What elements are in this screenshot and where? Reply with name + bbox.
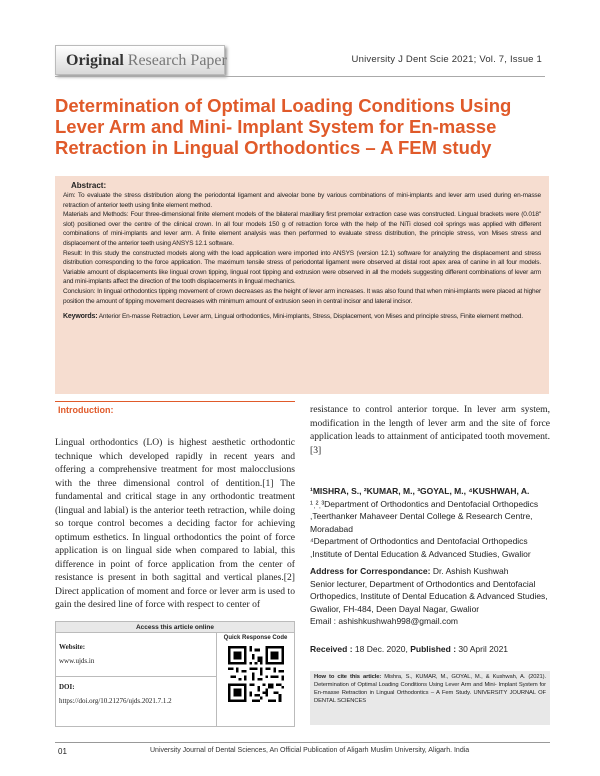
- author-affiliation-1: ¹ˌ²ˌ³Department of Orthodontics and Dentofacial Orthopedics ,Teerthanker Mahaveer Dental College & Research Centre, Moradabad: [310, 498, 539, 534]
- keywords-text: Anterior En-masse Retraction, Lever arm, Lingual orthodontics, Mini-implants, Stress, Displacement, von Mises and principle stress, Finite element method.: [98, 313, 523, 321]
- keywords-label: Keywords:: [63, 313, 98, 321]
- paper-title: Determination of Optimal Loading Conditions Using Lever Arm and Mini- Implant System for En-masse Retraction in Lingual Orthodontics – A FEM study: [55, 95, 512, 158]
- abstract-box: [55, 176, 549, 394]
- received-label: Received :: [310, 644, 353, 654]
- introduction-left-column: [55, 436, 295, 612]
- introduction-right-column: [310, 403, 550, 457]
- abstract-methods: Materials and Methods: Four three-dimensional finite element models of the bilateral maxillary first premolar extraction case was constructed. Lingual brackets were (0.018" slot) positioned over the centre of the clinical crown. In all four models 150 g of retraction force with the help of the NiTi closed coil springs was applied with different combinations of mini-implants and lever arm. A finite element analysis was then performed to evaluate stress distribution, the principle stress, von Mises stress and displacement of the anterior teeth using ANSYS 12.1 software.: [63, 211, 541, 247]
- abstract-result: Result: In this study the constructed models along with the load application were imported into ANSYS (version 12.1) software for analyzing the displacement and stress distribution corresponding to the force application. The maximum tensile stress of periodontal ligament were observed at distal root apex area of canine in all four models. Variable amount of displacements like lingual crown tipping, lingual root tipping and extrusion were observed in all the models suggesting different combinations of lever arm and mini-implants affect the direction of the tooth displacements in lingual mechanics.: [63, 249, 541, 286]
- citation-box: [310, 671, 550, 725]
- author-affiliation-2: ⁴Department of Orthodontics and Dentofacial Orthopedics ,Institute of Dental Education & Advanced Studies, Gwalior: [310, 536, 531, 559]
- citation-text: Mishra, S., KUMAR, M., GOYAL, M., & Kushwah, A. (2021). Determination of Optimal Loading Conditions Using Lever Arm and Mini- Implant System for En-masse Retraction in Lingual Orthodontics – A Fem Study. UNIVERSITY JOURNAL OF DENTAL SCIENCES: [314, 674, 546, 704]
- access-info: [56, 633, 217, 726]
- introduction-heading: Introduction:: [58, 405, 114, 415]
- abstract-aim: Aim: To evaluate the stress distribution along the periodontal ligament and alveolar bone by various combinations of mini-implants and lever arm used during en-masse retraction of anterior teeth using finite element method.: [63, 192, 541, 209]
- abstract-heading: Abstract:: [71, 181, 107, 190]
- qr-code-icon[interactable]: [228, 646, 284, 702]
- author-names: ¹MISHRA, S., ²KUMAR, M., ³GOYAL, M., ⁴KUSHWAH, A.: [310, 486, 530, 496]
- abstract-conclusion: Conclusion: In lingual orthodontics tipping movement of crown decreases as the height of lever arm increases. It was also found that when mini-implants were placed at higher position the amount of tipping movement decreases with minimum amount of extrusion seen in central incisor and lateral incisor.: [63, 287, 541, 305]
- qr-label: Quick Response Code: [223, 635, 288, 641]
- doi-label: DOI:: [59, 683, 75, 691]
- header-divider: [55, 76, 545, 77]
- article-type-rest: Research Paper: [127, 52, 227, 69]
- published-date: 30 April 2021: [458, 644, 509, 654]
- article-type-label: [66, 52, 227, 70]
- citation-label: How to cite this article:: [314, 674, 382, 680]
- journal-reference: University J Dent Scie 2021; Vol. 7, Issue 1: [351, 54, 542, 65]
- correspondence-details: Senior lecturer, Department of Orthodontics and Dentofacial Orthopedics, Institute of Dental Education & Advanced Studies, Gwalior, FH-484, Deen Dayal Nagar, Gwalior: [310, 578, 548, 614]
- website-link[interactable]: www.ujds.in: [59, 657, 95, 665]
- doi-link[interactable]: https://doi.org/10.21276/ujds.2021.7.1.2: [59, 697, 172, 705]
- access-divider: [56, 676, 216, 677]
- keywords: [63, 312, 541, 322]
- correspondence-email[interactable]: Email : ashishkushwah998@gmail.com: [310, 616, 458, 626]
- page-number: 01: [58, 747, 67, 756]
- dates-line: [310, 644, 508, 654]
- correspondence-label: Address for Correspondance:: [310, 566, 431, 576]
- author-block: [310, 485, 550, 560]
- footer-text: University Journal of Dental Sciences, An Official Publication of Aligarh Muslim University, Aligarh. India: [150, 747, 470, 754]
- correspondence-name: Dr. Ashish Kushwah: [432, 566, 509, 576]
- website-label: Website:: [59, 643, 86, 651]
- introduction-paragraph: Lingual orthodontics (LO) is highest aesthetic orthodontic technique which developed rapidly in recent years and offering a comprehensive treatment for most malocclusions with the three dimensional control of dentition.[1] The fundamental and critical stage in any orthodontic treatment (lingual and labial) is the anterior teeth retraction, while doing so torque control becomes a deciding factor for achieving optimum esthetics. In lingual orthodontics the point of force application is on lingual side when compared to labial, this difference in point of force application from the center of resistance is present in both sagittal and vertical planes.[2] Direct application of moment and force or lever arm is used to gain the desired line of force with respect to center of: [55, 437, 295, 610]
- correspondence-block: [310, 565, 550, 628]
- received-date: 18 Dec. 2020,: [354, 644, 408, 654]
- introduction-continuation: resistance to control anterior torque. In lever arm system, modification in the length of lever arm and the site of force application leads to attainment of anticipated tooth movement.[3]: [310, 404, 550, 456]
- access-online-box: [55, 621, 295, 727]
- qr-panel: [217, 633, 294, 726]
- published-label: Published :: [410, 644, 457, 654]
- access-heading: Access this article online: [56, 622, 294, 633]
- footer-divider: [55, 742, 550, 743]
- section-divider: [55, 401, 295, 402]
- article-type-bold: Original: [66, 52, 124, 69]
